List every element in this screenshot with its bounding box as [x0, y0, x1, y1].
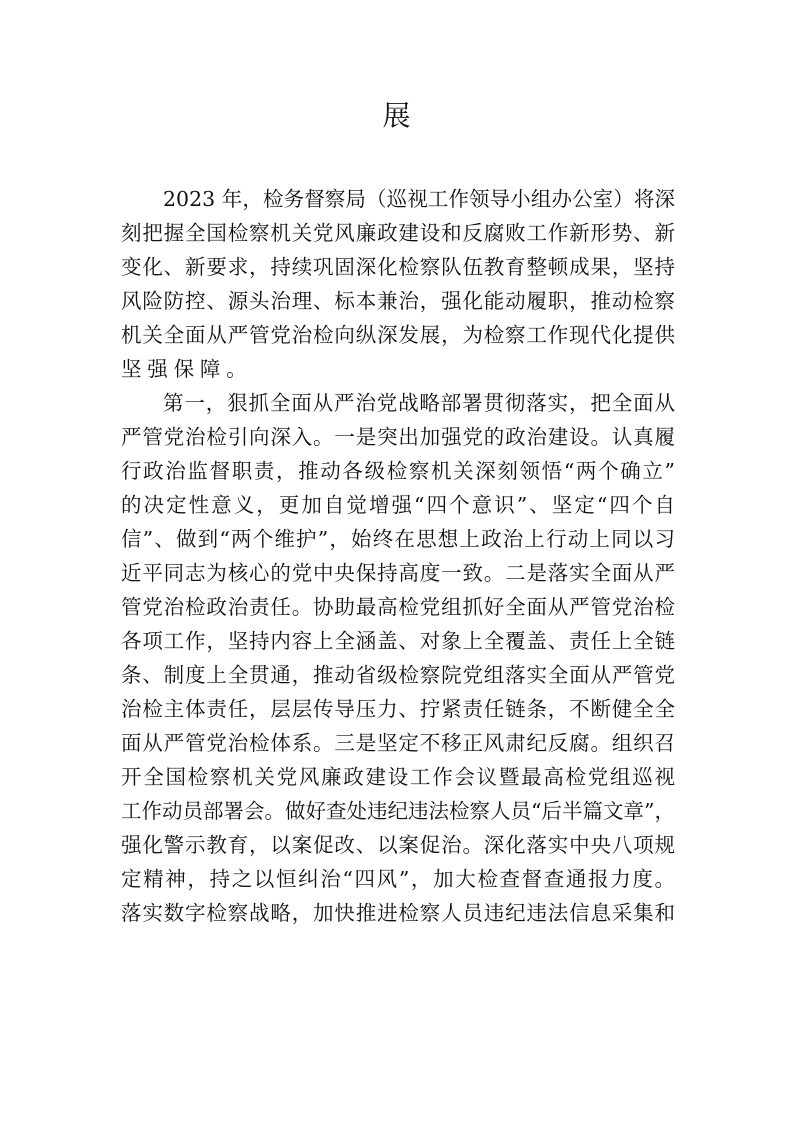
paragraph-2-line-12: 开全国检察机关党风廉政建设工作会议暨最高检党组巡视: [121, 765, 675, 789]
paragraph-2-line-8: 各项工作，坚持内容上全涵盖、对象上全覆盖、责任上全链: [121, 629, 675, 653]
paragraph-2-line-2: 严管党治检引向深入。一是突出加强党的政治建设。认真履: [121, 425, 675, 449]
page-heading: 展: [382, 99, 411, 132]
paragraph-2-line-9: 条、制度上全贯通，推动省级检察院党组落实全面从严管党: [121, 663, 675, 687]
paragraph-1-line-4: 风险防控、源头治理、标本兼治，强化能动履职，推动检察: [121, 289, 675, 313]
paragraph-1-line-2: 刻把握全国检察机关党风廉政建设和反腐败工作新形势、新: [121, 221, 675, 245]
paragraph-2-line-1: 第一，狠抓全面从严治党战略部署贯彻落实，把全面从: [163, 391, 675, 415]
paragraph-2-line-6: 近平同志为核心的党中央保持高度一致。二是落实全面从严: [121, 561, 675, 585]
paragraph-2-line-5: 信”、做到“两个维护”，始终在思想上政治上行动上同以习: [121, 527, 675, 551]
paragraph-2-line-11: 面从严管党治检体系。三是坚定不移正风肃纪反腐。组织召: [121, 731, 675, 755]
paragraph-1-line-6: 坚强保障。: [121, 357, 253, 381]
paragraph-2-line-10: 治检主体责任，层层传导压力、拧紧责任链条，不断健全全: [121, 697, 675, 721]
paragraph-2-line-3: 行政治监督职责，推动各级检察机关深刻领悟“两个确立”: [121, 459, 675, 483]
paragraph-1-line-3: 变化、新要求，持续巩固深化检察队伍教育整顿成果，坚持: [121, 255, 675, 279]
paragraph-2-line-16: 落实数字检察战略，加快推进检察人员违纪违法信息采集和: [121, 901, 675, 925]
paragraph-1-line-5: 机关全面从严管党治检向纵深发展，为检察工作现代化提供: [121, 323, 675, 347]
paragraph-2-line-4: 的决定性意义，更加自觉增强“四个意识”、坚定“四个自: [121, 493, 675, 517]
paragraph-1-line-1: 2023 年，检务督察局（巡视工作领导小组办公室）将深: [163, 187, 675, 211]
paragraph-2-line-15: 定精神，持之以恒纠治“四风”，加大检查督查通报力度。: [121, 867, 675, 891]
paragraph-2-line-13: 工作动员部署会。做好查处违纪违法检察人员“后半篇文章”，: [121, 799, 675, 823]
paragraph-2-line-14: 强化警示教育，以案促改、以案促治。深化落实中央八项规: [121, 833, 675, 857]
paragraph-2-line-7: 管党治检政治责任。协助最高检党组抓好全面从严管党治检: [121, 595, 675, 619]
document-body: [121, 182, 675, 930]
